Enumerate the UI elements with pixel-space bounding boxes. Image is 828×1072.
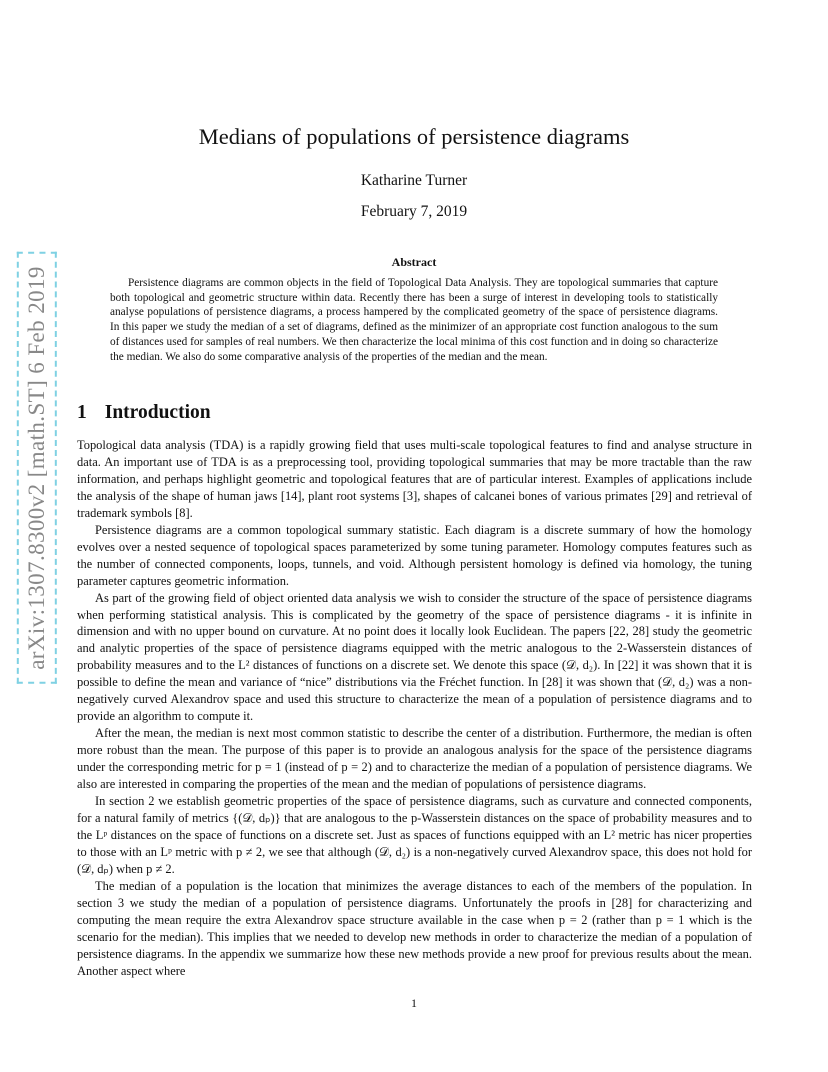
paper-date: February 7, 2019 [360,203,468,220]
paragraph: As part of the growing field of object oriented data analysis we wish to consider the structure of the space of persistence diagrams when performing statistical analysis. This is complicated by the geometry of the space of persistence diagrams - it is infinite in dimension and with no upper bound on curvature. At no point does it locally look Euclidean. The papers [22, 28] study the geometric and analytic properties of the space of persistence diagrams equipped with the metric analogous to the 2-Wasserstein distances of probability measures and to the L² distances of functions on a discrete set. We denote this space (𝒟, d₂). In [22] it was shown that it is possible to define the mean and variance of “nice” distributions via the Fréchet function. In [28] it was shown that (𝒟, d₂) was a non-negatively curved Alexandrov space and used this structure to characterize the mean of a population of persistence diagrams and to provide an algorithm to compute it. [77,590,752,724]
section-title: Introduction [104,402,211,423]
section-heading [77,402,211,424]
paragraph: The median of a population is the location that minimizes the average distances to each of the members of the population. In section 3 we study the median of a population of persistence diagrams. Unfortunately the proofs in [28] for characterizing and computing the mean require the extra Alexandrov space structure available in the case when p = 2 (rather than p = 1 which is the scenario for the median). This implies that we needed to develop new methods in order to characterize the median of a population of persistence diagrams. In the appendix we summarize how these new methods provide a new proof for previous results about the mean. Another aspect where [77,878,752,978]
arxiv-side-stamp [12,258,62,678]
paper-author: Katharine Turner [360,172,468,189]
abstract-text: Persistence diagrams are common objects in the field of Topological Data Analysis. They are topological summaries that capture both topological and geometric structure within data. Recently there has been a surge of interest in developing tools to statistically analyse populations of persistence diagrams, a process hampered by the complicated geometry of the space of persistence diagrams. In this paper we study the median of a set of diagrams, defined as the minimizer of an appropriate cost function analogous to the sum of distances used for samples of real numbers. We then characterize the local minima of this cost function and in doing so characterize the median. We also do some comparative analysis of the properties of the median and the mean. [110,277,718,363]
paragraph: After the mean, the median is next most common statistic to describe the center of a distribution. Furthermore, the median is often more robust than the mean. The purpose of this paper is to provide an analogous analysis for the space of the persistence diagrams under the corresponding metric for p = 1 (instead of p = 2) and to characterize the median of a population of persistence diagrams. We also are interested in comparing the properties of the mean and the median of populations of persistence diagrams. [77,726,752,792]
page-number: 1 [411,996,417,1010]
paragraph: In section 2 we establish geometric properties of the space of persistence diagrams, such as curvature and connected components, for a natural family of metrics {(𝒟, dₚ)} that are analogous to the p-Wasserstein distances on the space of probability measures and to the Lᵖ distances on the space of functions on a discrete set. Just as spaces of functions equipped with an L² metric has nicer properties to those with an Lᵖ metric with p ≠ 2, we see that although (𝒟, d₂) is a non-negatively curved Alexandrov space, this does not hold for (𝒟, dₚ) when p ≠ 2. [77,794,752,876]
abstract-heading: Abstract [391,255,437,269]
arxiv-identifier: arXiv:1307.8300v2 [math.ST] 6 Feb 2019 [17,252,57,684]
introduction-body [77,437,752,980]
section-number: 1 [77,402,87,423]
paragraph: Persistence diagrams are a common topological summary statistic. Each diagram is a discrete summary of how the homology evolves over a nested sequence of topological spaces parameterized by some tuning parameter. Homology computes features such as the number of connected components, loops, tunnels, and void. Although persistent homology is defined via homology, the tuning parameter captures geometric information. [77,522,752,588]
paragraph: Topological data analysis (TDA) is a rapidly growing field that uses multi-scale topological features to find and analyse structure in data. An important use of TDA is as a preprocessing tool, providing topological summaries that may be more tractable than the raw information, and perhaps highlight geometric and topological features that are of particular interest. Examples of applications include the analysis of the shape of human jaws [14], plant root systems [3], shapes of calcanei bones of various primates [29] and retrieval of trademark symbols [8]. [77,438,752,520]
paper-title: Medians of populations of persistence diagrams [198,124,630,149]
